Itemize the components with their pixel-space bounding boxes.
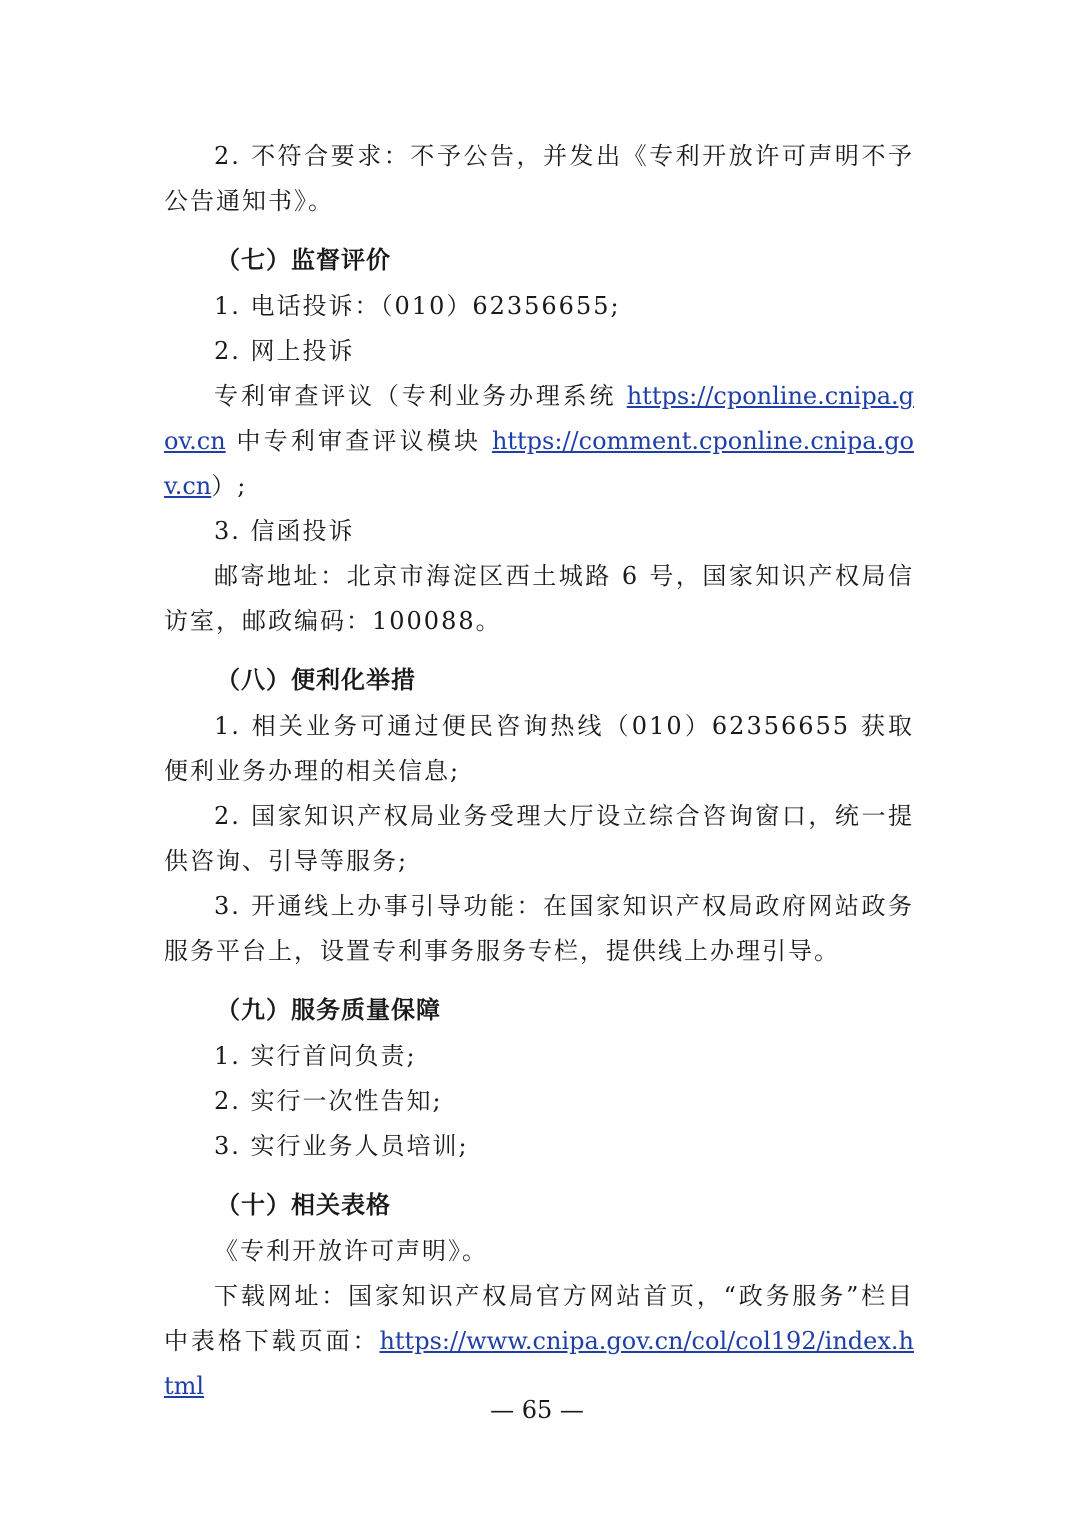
section7-mail-address: 邮寄地址：北京市海淀区西土城路 6 号，国家知识产权局信访室，邮政编码：100088。 [164, 562, 914, 635]
online-suffix: ）; [211, 472, 248, 500]
download-link[interactable]: https://www.cnipa.gov.cn/col/col192/index.html [164, 1327, 914, 1400]
section9-item2: 2. 实行一次性告知; [214, 1087, 443, 1115]
section7-item1: 1. 电话投诉：（010）62356655; [214, 292, 621, 320]
section8-item3: 3. 开通线上办事引导功能：在国家知识产权局政府网站政务服务平台上，设置专利事务服务专栏，提供线上办理引导。 [164, 892, 914, 965]
section7-item2: 2. 网上投诉 [214, 337, 355, 365]
section9-heading: （九）服务质量保障 [216, 995, 441, 1024]
section8-item2: 2. 国家知识产权局业务受理大厅设立综合咨询窗口，统一提供咨询、引导等服务; [164, 802, 914, 875]
section7-heading: （七）监督评价 [216, 245, 391, 274]
section7-item3: 3. 信函投诉 [214, 517, 355, 545]
section10-form-name: 《专利开放许可声明》。 [214, 1237, 488, 1265]
cponline-link[interactable]: https://cponline.cnipa.gov.cn [164, 382, 914, 455]
page-number: — 65 — [490, 1396, 584, 1424]
online-mid: 中专利审查评议模块 [225, 427, 492, 455]
comment-link[interactable]: https://comment.cponline.cnipa.gov.cn [164, 427, 914, 500]
section9-item1: 1. 实行首问负责; [214, 1042, 417, 1070]
section9-item3: 3. 实行业务人员培训; [214, 1132, 469, 1160]
section10-download [164, 1274, 914, 1409]
section10-heading: （十）相关表格 [216, 1190, 391, 1219]
section6-item2: 2. 不符合要求：不予公告，并发出《专利开放许可声明不予公告通知书》。 [164, 142, 914, 215]
document-body [164, 134, 914, 1409]
section8-heading: （八）便利化举措 [216, 665, 416, 694]
online-prefix: 专利审查评议（专利业务办理系统 [214, 382, 627, 410]
section7-online-complaint [164, 374, 914, 509]
download-prefix: 下载网址：国家知识产权局官方网站首页，“政务服务”栏目中表格下载页面： [164, 1282, 914, 1355]
section8-item1: 1. 相关业务可通过便民咨询热线（010）62356655 获取便利业务办理的相关信息; [164, 712, 914, 785]
